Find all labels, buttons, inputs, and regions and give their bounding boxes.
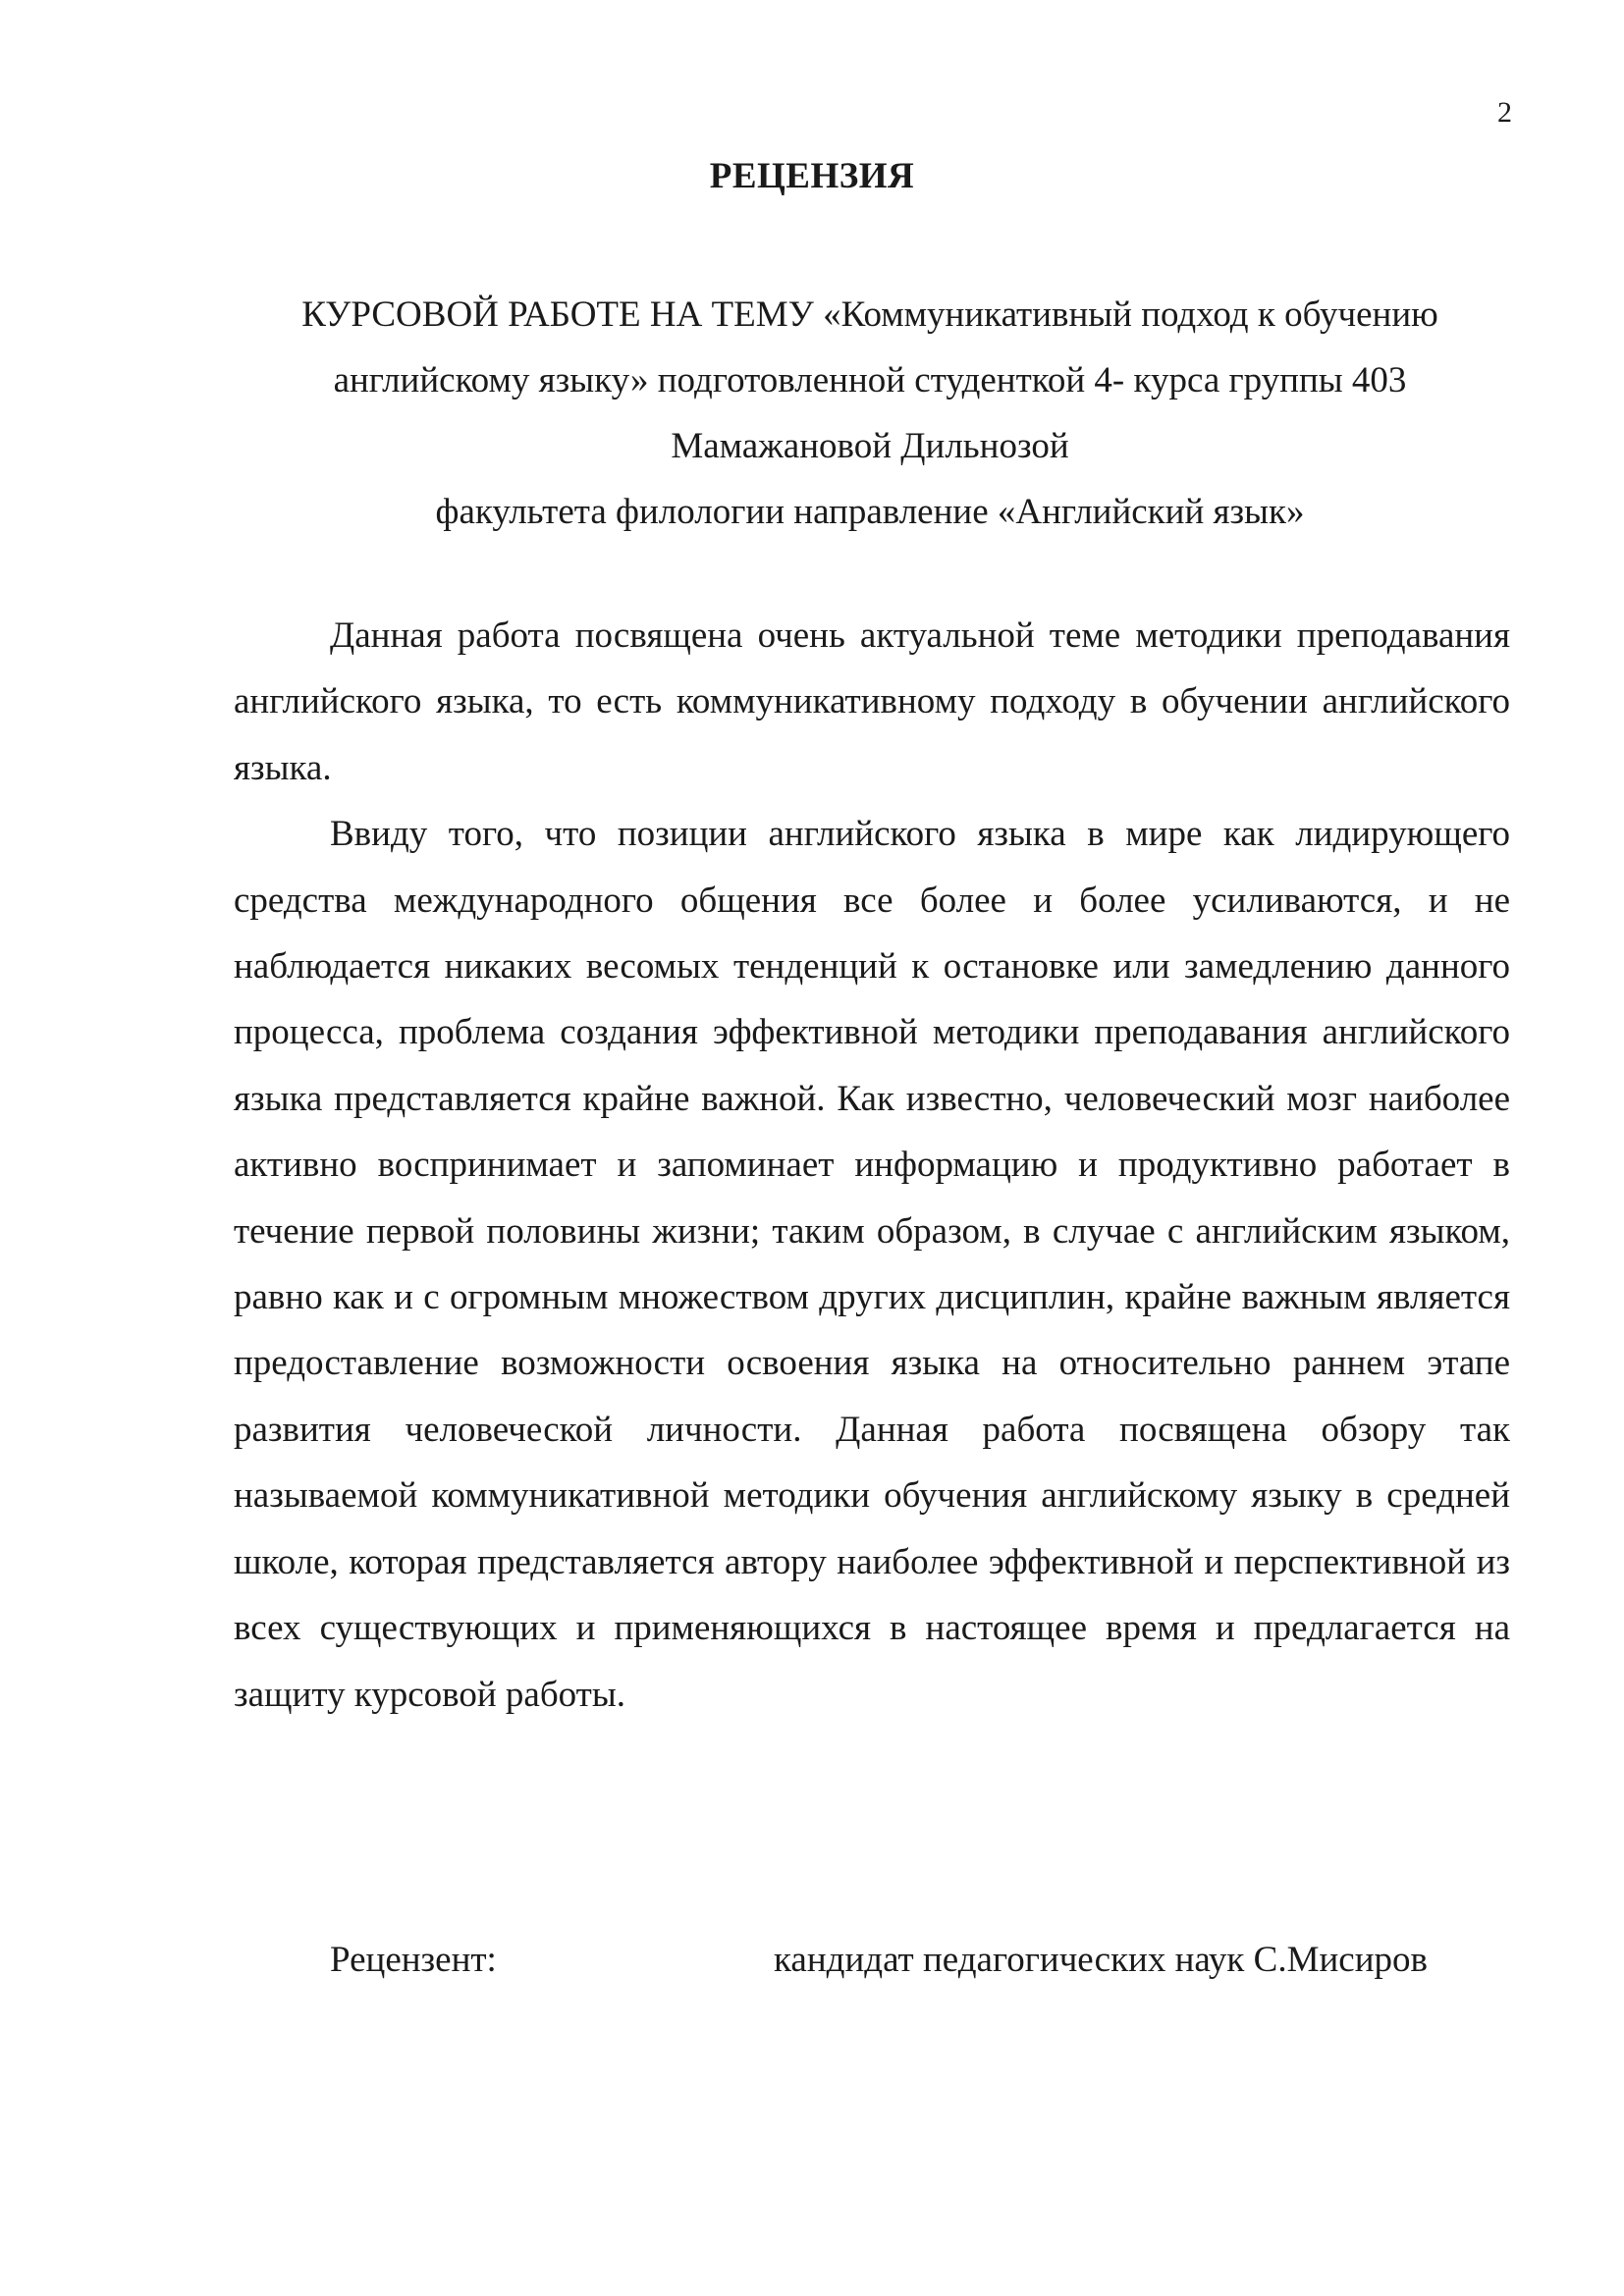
subtitle-line: факультета филологии направление «Английский язык» bbox=[435, 492, 1305, 532]
subtitle-line: английскому языку» подготовленной студенткой 4- курса группы 403 bbox=[333, 360, 1407, 400]
review-subject bbox=[232, 282, 1508, 545]
reviewer-role: Рецензент: bbox=[330, 1940, 497, 1980]
subtitle-line: КУРСОВОЙ РАБОТЕ НА ТЕМУ «Коммуникативный подход к обучению bbox=[301, 294, 1438, 335]
paragraph: Ввиду того, что позиции английского языка в мире как лидирующего средства международного общения все более и более усиливаются, и не наблюдается никаких весомых тенденций к остановке или замедлению данного процесса, проблема создания эффективной методики преподавания английского языка представляется крайне важной. Как известно, человеческий мозг наиболее активно воспринимает и запоминает информацию и продуктивно работает в течение первой половины жизни; таким образом, в случае с английским языком, равно как и с огромным множеством других дисциплин, крайне важным является предоставление возможности освоения языка на относительно раннем этапе развития человеческой личности. Данная работа посвящена обзору так называемой коммуникативной методики обучения английскому языку в средней школе, которая представляется автору наиболее эффективной и перспективной из всех существующих и применяющихся в настоящее время и предлагается на защиту курсовой работы. bbox=[234, 814, 1510, 1715]
reviewer-name: кандидат педагогических наук С.Мисиров bbox=[774, 1940, 1428, 1980]
document-title: РЕЦЕНЗИЯ bbox=[709, 156, 915, 196]
subtitle-line: Мамажановой Дильнозой bbox=[671, 426, 1069, 466]
paragraph: Данная работа посвящена очень актуальной теме методики преподавания английского языка, то есть коммуникативному подходу в обучении английского языка. bbox=[234, 615, 1510, 788]
page-number: 2 bbox=[1497, 96, 1512, 129]
review-body bbox=[234, 603, 1510, 1728]
